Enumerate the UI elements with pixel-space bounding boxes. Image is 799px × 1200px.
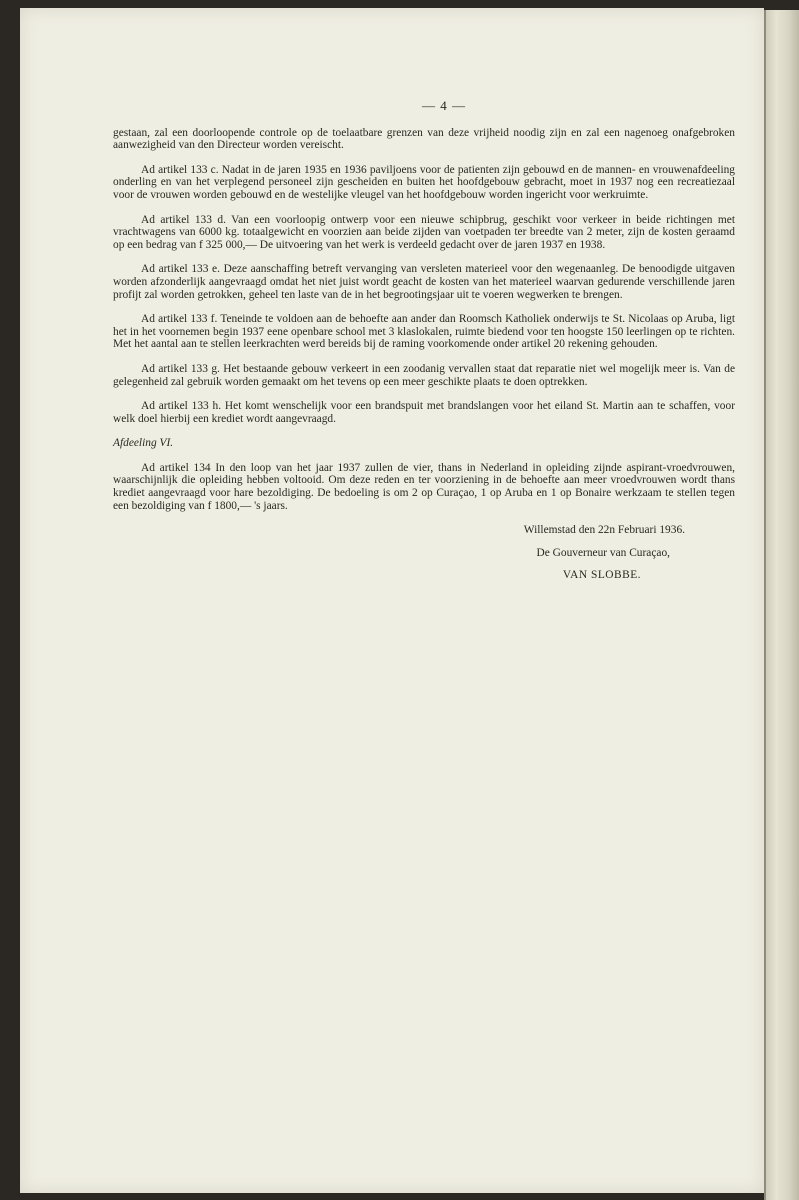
book-spine [764, 10, 799, 1200]
section-heading: Afdeeling VI. [113, 437, 174, 450]
page-edge [764, 10, 766, 1200]
paragraph-continuation: gestaan, zal een doorloopende controle op de toelaatbare grenzen van deze vrijheid noodig zijn en zal een nagenoeg onafgebroken aanwezigheid van den Directeur worden vereischt. [113, 126, 735, 152]
signature-place-date: Willemstad den 22n Februari 1936. [523, 524, 685, 537]
document-body [113, 100, 735, 592]
signature-name: VAN SLOBBE. [562, 569, 641, 582]
paragraph-article-133e: Ad artikel 133 e. Deze aanschaffing betreft vervanging van versleten materieel voor den wegenaanleg. De benoodigde uitgaven worden afzonderlijk aangevraagd omdat het niet juist wordt geacht de kosten van het materieel waarvan gedurende verschillende jaren profijt zal worden getrokken, geheel ten laste van de in het begrootingsjaar uit te voeren wegwerken te brengen. [113, 263, 735, 301]
signature-title: De Gouverneur van Curaçao, [536, 546, 670, 559]
paragraph-article-134: Ad artikel 134 In den loop van het jaar 1937 zullen de vier, thans in Nederland in opleiding zijnde aspirant-vroedvrouwen, waarschijnlijk die opleiding hebben voltooid. Om deze reden en ter voorziening in de behoefte aan meer vroedvrouwen wordt thans krediet aangevraagd voor hare bezoldiging. De bedoeling is om 2 op Curaçao, 1 op Aruba en 1 op Bonaire werkzaam te stellen tegen een bezoldiging van f 1800,— 's jaars. [113, 461, 735, 512]
paragraph-article-133g: Ad artikel 133 g. Het bestaande gebouw verkeert in een zoodanig vervallen staat dat reparatie niet wel mogelijk meer is. Van de gelegenheid zal gebruik worden gemaakt om het tevens op een meer geschikte plaats te doen optrekken. [113, 362, 735, 388]
page-number: — 4 — [422, 98, 466, 113]
paragraph-article-133d: Ad artikel 133 d. Van een voorloopig ontwerp voor een nieuwe schipbrug, geschikt voor verkeer in beide richtingen met vrachtwagens van 6000 kg. totaalgewicht en voorzien aan beide zijden van voetpaden ter breedte van 2 meter, zijn de kosten geraamd op een bedrag van f 325 000,— De uitvoering van het werk is verdeeld gedacht over de jaren 1937 en 1938. [113, 213, 735, 251]
paragraph-article-133f: Ad artikel 133 f. Teneinde te voldoen aan de behoefte aan ander dan Roomsch Katholiek onderwijs te St. Nicolaas op Aruba, ligt het in het voornemen begin 1937 eene openbare school met 3 klaslokalen, ruimte biedend voor ten hoogste 150 leerlingen op te richten. Met het aantal aan te stellen leerkrachten werd bereids bij de raming voorkomende onder artikel 20 rekening gehouden. [113, 313, 735, 351]
paragraph-article-133c: Ad artikel 133 c. Nadat in de jaren 1935 en 1936 paviljoens voor de patienten zijn gebouwd en de mannen- en vrouwenafdeeling onderling en van het verplegend personeel zijn gescheiden en buiten het hoofdgebouw gebracht, moet in 1937 nog een recreatiezaal voor de vrouwen worden gebouwd en de westelijke vleugel van het hoofdgebouw worden ingericht voor werkruimte. [113, 163, 735, 201]
paragraph-article-133h: Ad artikel 133 h. Het komt wenschelijk voor een brandspuit met brandslangen voor het eiland St. Martin aan te schaffen, voor welk doel hierbij een krediet wordt aangevraagd. [113, 400, 735, 425]
